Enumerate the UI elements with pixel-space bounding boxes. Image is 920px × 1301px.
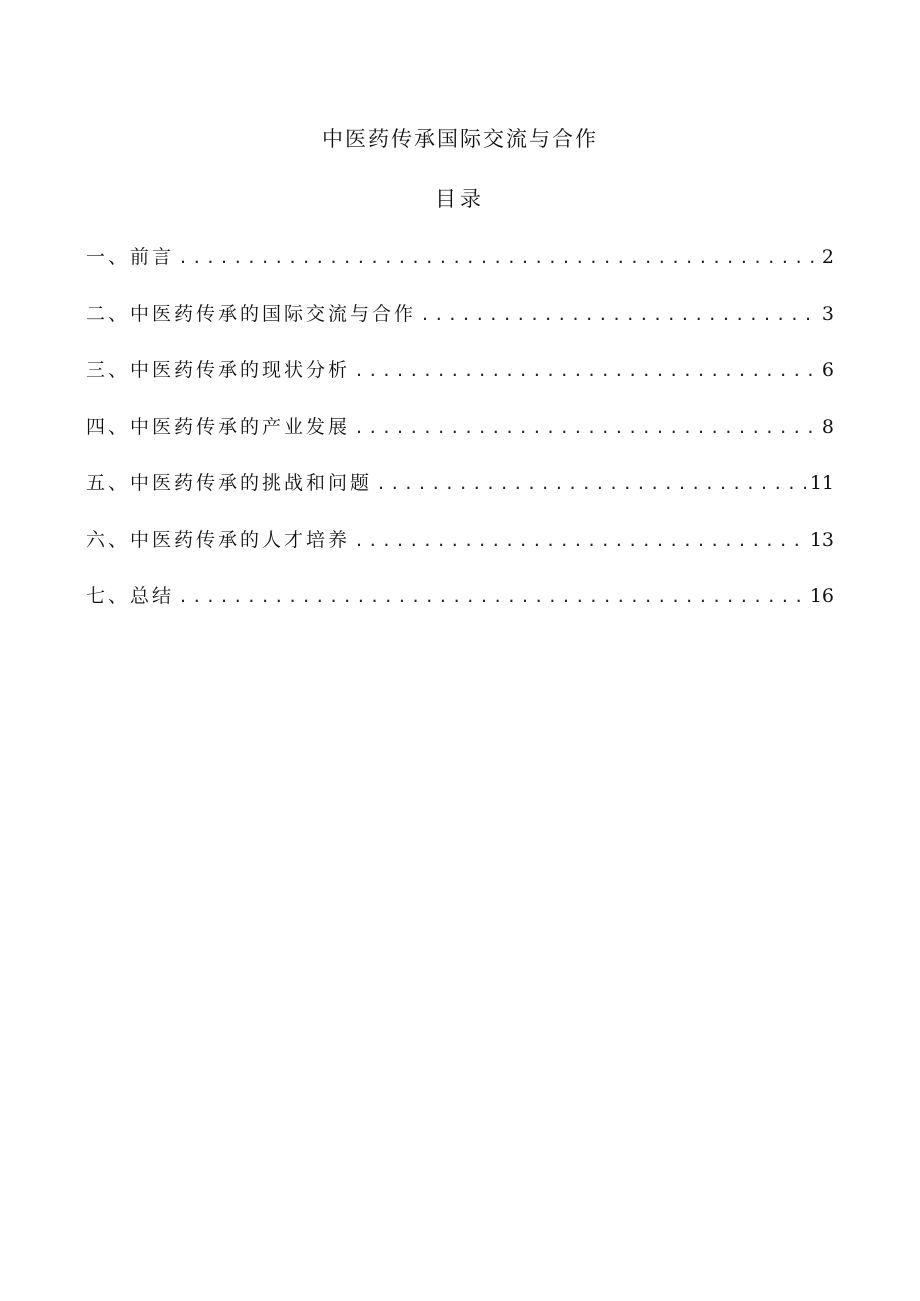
toc-entry-label: 三、中医药传承的现状分析	[86, 359, 351, 381]
toc-page-number: 2	[821, 246, 834, 268]
document-title: 中医药传承国际交流与合作	[322, 127, 598, 151]
toc-page-number: 13	[809, 528, 834, 551]
toc-entry-status-analysis[interactable]	[86, 355, 834, 412]
toc-page-number: 16	[809, 585, 834, 607]
toc-dot-leader	[180, 242, 818, 272]
toc-entry-talent-cultivation[interactable]	[86, 525, 834, 582]
toc-entry-label: 一、前言	[86, 246, 175, 268]
toc-dot-leader	[378, 468, 806, 498]
toc-entry-label: 五、中医药传承的挑战和问题	[86, 472, 373, 494]
toc-entry-preface[interactable]	[86, 242, 834, 299]
toc-entry-label: 四、中医药传承的产业发展	[86, 415, 351, 438]
toc-entry-summary[interactable]	[86, 581, 834, 638]
toc-entry-label: 七、总结	[86, 585, 175, 607]
table-of-contents	[86, 242, 834, 638]
toc-entry-label: 六、中医药传承的人才培养	[86, 528, 351, 551]
toc-heading: 目录	[435, 187, 485, 211]
toc-entry-industry-development[interactable]	[86, 412, 834, 469]
toc-dot-leader	[356, 525, 806, 555]
toc-dot-leader	[356, 412, 818, 442]
toc-dot-leader	[356, 355, 818, 385]
toc-entry-international-exchange[interactable]	[86, 299, 834, 356]
toc-dot-leader	[180, 581, 806, 611]
toc-entry-challenges[interactable]	[86, 468, 834, 525]
toc-page-number: 11	[809, 472, 834, 494]
toc-page-number: 6	[821, 359, 834, 381]
toc-entry-label: 二、中医药传承的国际交流与合作	[86, 302, 417, 325]
toc-page-number: 3	[821, 302, 834, 325]
toc-page-number: 8	[821, 415, 834, 438]
toc-dot-leader	[422, 299, 818, 329]
